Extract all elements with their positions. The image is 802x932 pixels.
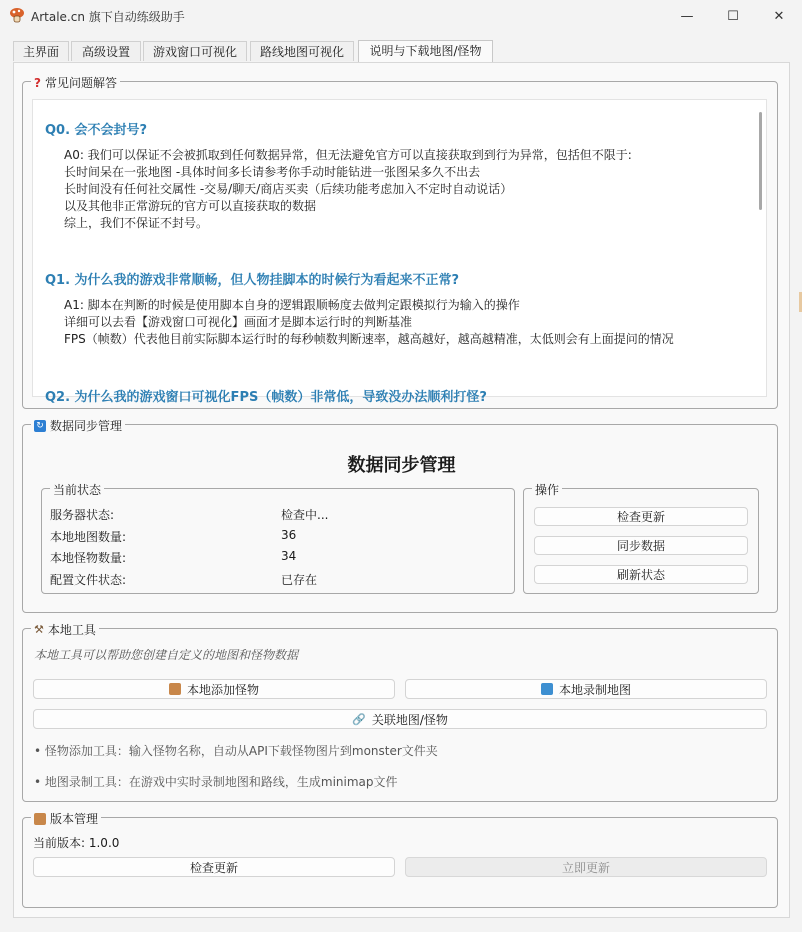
tools-description: 本地工具可以帮助您创建自定义的地图和怪物数据 — [34, 648, 299, 662]
package-icon — [34, 813, 46, 825]
record-map-button[interactable] — [405, 679, 767, 699]
maximize-button[interactable] — [710, 0, 756, 32]
tools-group-title: 本地工具 — [47, 623, 96, 637]
faq-answer-line: 长时间没有任何社交属性 -交易/聊天/商店买卖（后续功能考虑加入不定时自动说话） — [64, 182, 513, 196]
faq-answer-line: A1: 脚本在判断的时候是使用脚本自身的逻辑跟顺畅度去做判定跟模拟行为输入的操作 — [64, 298, 520, 312]
minimize-icon: — — [680, 8, 694, 24]
faq-answer-line: 以及其他非正常游玩的官方可以直接获取的数据 — [64, 199, 317, 213]
maximize-icon: ☐ — [727, 8, 739, 24]
faq-group-title: 常见问题解答 — [44, 76, 117, 90]
version-group-title: 版本管理 — [50, 812, 99, 826]
faq-answer-line: FPS（帧数）代表他目前实际脚本运行时的每秒帧数判断速率，越高越好，越高越精准，太低则会有上面提问的情况 — [64, 332, 674, 346]
faq-answer-line: 综上，我们不保证不封号。 — [64, 216, 209, 230]
tab-help-download[interactable]: 说明与下载地图/怪物 — [358, 40, 493, 62]
sync-data-button[interactable]: 同步数据 — [534, 536, 748, 555]
operations-title: 操作 — [532, 481, 562, 498]
map-tool-note: • 地图录制工具：在游戏中实时录制地图和路线，生成minimap文件 — [34, 775, 398, 789]
record-map-label: 本地录制地图 — [558, 682, 631, 697]
config-status-value: 已存在 — [281, 573, 318, 587]
add-monster-label: 本地添加怪物 — [186, 682, 259, 697]
faq-question: Q1. 为什么我的游戏非常顺畅，但人物挂脚本的时候行为看起来不正常? — [45, 273, 460, 288]
tab-route-map[interactable]: 路线地图可视化 — [250, 41, 354, 61]
monster-tool-note: • 怪物添加工具：输入怪物名称，自动从API下载怪物图片到monster文件夹 — [34, 744, 438, 758]
faq-answer-line: 长时间呆在一张地图 -具体时间多长请参考你手动时能钻进一张图呆多久不出去 — [64, 165, 481, 179]
title-bar — [0, 0, 802, 32]
local-monster-count-value: 34 — [281, 549, 297, 563]
faq-scrollbar[interactable] — [759, 112, 762, 210]
current-status-title: 当前状态 — [50, 481, 104, 498]
link-icon: 🔗 — [352, 712, 366, 726]
server-status-label: 服务器状态: — [50, 508, 115, 522]
config-status-label: 配置文件状态: — [50, 573, 127, 587]
map-icon — [541, 683, 553, 695]
tab-game-window[interactable]: 游戏窗口可视化 — [143, 41, 247, 61]
update-now-button[interactable]: 立即更新 — [405, 857, 767, 877]
sync-group-title: 数据同步管理 — [50, 419, 123, 433]
box-icon — [169, 683, 181, 695]
version-check-update-button[interactable]: 检查更新 — [33, 857, 395, 877]
faq-answer-line: 详细可以去看【游戏窗口可视化】画面才是脚本运行时的判断基准 — [64, 315, 413, 329]
current-version: 当前版本: 1.0.0 — [33, 836, 120, 850]
sync-heading: 数据同步管理 — [347, 455, 456, 476]
tab-main[interactable]: 主界面 — [13, 41, 69, 61]
refresh-status-button[interactable]: 刷新状态 — [534, 565, 748, 584]
add-monster-button[interactable] — [33, 679, 395, 699]
question-icon: ? — [34, 75, 41, 90]
server-status-value: 检查中... — [281, 508, 329, 522]
tools-icon: ⚒ — [34, 623, 44, 636]
faq-question: Q2. 为什么我的游戏窗口可视化FPS（帧数）非常低，导致没办法顺利打怪? — [45, 390, 487, 405]
local-monster-count-label: 本地怪物数量: — [50, 551, 127, 565]
link-map-monster-button[interactable] — [33, 709, 767, 729]
minimize-button[interactable] — [664, 0, 710, 32]
close-icon: ✕ — [773, 8, 785, 24]
tab-advanced[interactable]: 高级设置 — [71, 41, 141, 61]
close-button[interactable] — [756, 0, 802, 32]
link-map-monster-label: 关联地图/怪物 — [371, 712, 448, 727]
window-title: Artale.cn 旗下自动练级助手 — [31, 10, 185, 24]
faq-question: Q0. 会不会封号? — [45, 123, 148, 138]
faq-text-area[interactable] — [32, 99, 767, 405]
local-map-count-value: 36 — [281, 528, 297, 542]
faq-answer-line: A0: 我们可以保证不会被抓取到任何数据异常，但无法避免官方可以直接获取到到行为异常，包括但不限于: — [64, 148, 632, 162]
sync-icon: ↻ — [34, 420, 46, 432]
check-update-button[interactable]: 检查更新 — [534, 507, 748, 526]
local-map-count-label: 本地地图数量: — [50, 530, 127, 544]
app-mushroom-icon — [9, 7, 25, 23]
